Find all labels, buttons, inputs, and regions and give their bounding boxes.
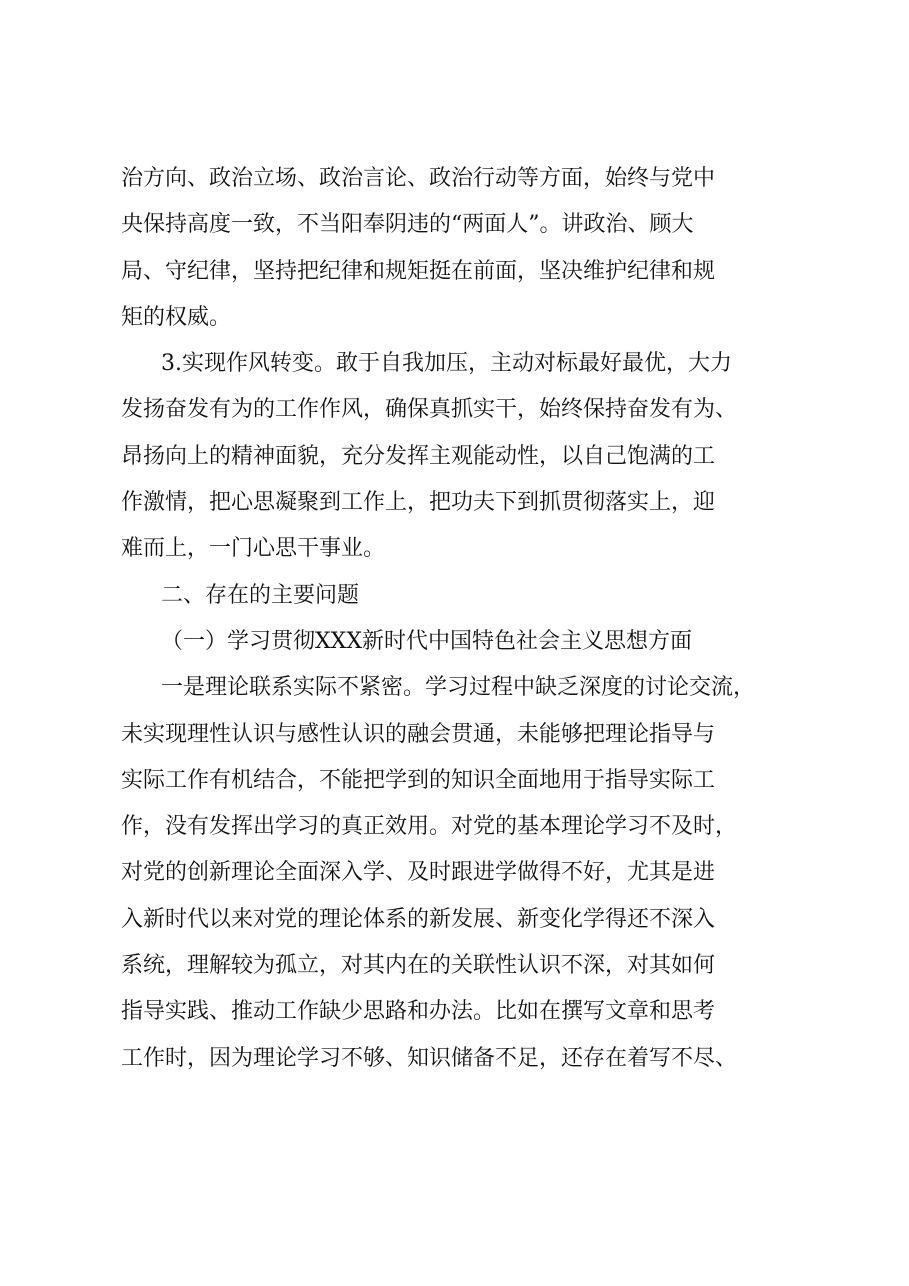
text-line: 矩的权威。 bbox=[121, 304, 232, 330]
text-line: 未实现理性认识与感性认识的融会贯通，未能够把理论指导与 bbox=[121, 721, 716, 747]
text-line: 入新时代以来对党的理论体系的新发展、新变化学得还不深入 bbox=[121, 906, 716, 932]
text-line: 作，没有发挥出学习的真正效用。对党的基本理论学习不及时， bbox=[121, 814, 738, 840]
text-line: 昂扬向上的精神面貌，充分发挥主观能动性，以自己饱满的工 bbox=[121, 443, 716, 469]
text-line: 难而上，一门心思干事业。 bbox=[121, 536, 386, 562]
text-line: 实际工作有机结合，不能把学到的知识全面地用于指导实际工 bbox=[121, 767, 716, 793]
text-line: 3.实现作风转变。敢于自我加压，主动对标最好最优，大力 bbox=[161, 351, 732, 377]
text-line: 二、存在的主要问题 bbox=[161, 582, 360, 608]
text-line: 发扬奋发有为的工作作风，确保真抓实干，始终保持奋发有为、 bbox=[121, 397, 738, 423]
text-line: 局、守纪律，坚持把纪律和规矩挺在前面，坚决维护纪律和规 bbox=[121, 258, 716, 284]
document-body bbox=[121, 156, 801, 1082]
text-line: 对党的创新理论全面深入学、及时跟进学做得不好，尤其是进 bbox=[121, 860, 716, 886]
text-line: 作激情，把心思凝聚到工作上，把功夫下到抓贯彻落实上，迎 bbox=[121, 490, 716, 516]
text-line: 治方向、政治立场、政治言论、政治行动等方面，始终与党中 bbox=[121, 166, 716, 191]
text-line: 一是理论联系实际不紧密。学习过程中缺乏深度的讨论交流， bbox=[161, 675, 756, 701]
text-line: （一）学习贯彻XXX新时代中国特色社会主义思想方面 bbox=[161, 628, 692, 654]
text-line: 央保持高度一致，不当阳奉阴违的“两面人”。讲政治、顾大 bbox=[121, 212, 694, 238]
text-line: 工作时，因为理论学习不够、知识储备不足，还存在着写不尽、 bbox=[121, 1045, 738, 1071]
text-line: 系统，理解较为孤立，对其内在的关联性认识不深，对其如何 bbox=[121, 953, 716, 979]
text-line: 指导实践、推动工作缺少思路和办法。比如在撰写文章和思考 bbox=[121, 999, 716, 1025]
